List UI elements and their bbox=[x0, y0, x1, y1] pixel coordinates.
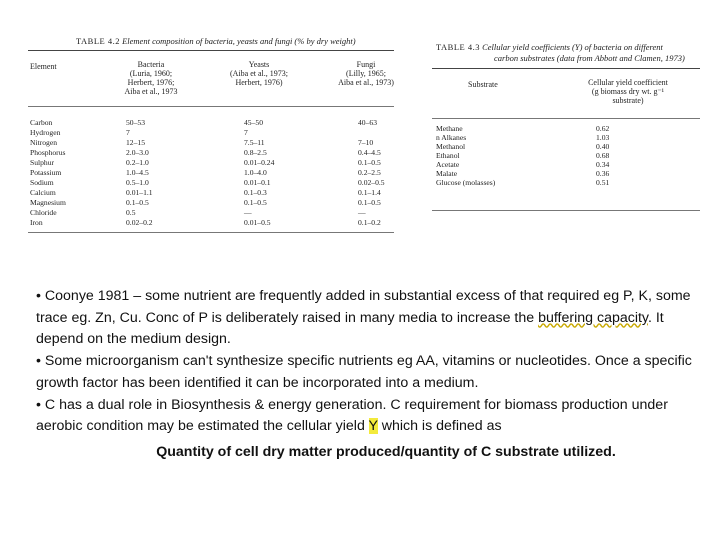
table-cell: 0.01–0.24 bbox=[244, 158, 275, 167]
table-cell: Sodium bbox=[30, 178, 54, 187]
slide-body-text bbox=[36, 286, 696, 464]
table-cell: 0.62 bbox=[596, 124, 610, 133]
table-4-3-scan bbox=[432, 38, 702, 214]
buffering-capacity-term: buffering capacity bbox=[538, 309, 648, 326]
table-cell: 0.01–0.1 bbox=[244, 178, 271, 187]
header-yeasts: Yeasts (Aiba et al., 1973; Herbert, 1976) bbox=[230, 60, 288, 87]
table-cell: 0.02–0.2 bbox=[126, 218, 153, 227]
table-row bbox=[432, 169, 700, 178]
table-cell: — bbox=[244, 208, 252, 217]
table-cell: 1.03 bbox=[596, 133, 610, 142]
table-row bbox=[30, 158, 400, 168]
table-cell: 0.2–2.5 bbox=[358, 168, 381, 177]
table-cell: Potassium bbox=[30, 168, 62, 177]
table-rule bbox=[28, 232, 394, 233]
bullet-growth-factors: • Some microorganism can't synthesize specific nutrients eg AA, vitamins or nucleotides. Once a specific growth factor has been identified it can be incorporated into a medium. bbox=[36, 353, 692, 391]
table-cell: 0.68 bbox=[596, 151, 610, 160]
table-cell: 0.8–2.5 bbox=[244, 148, 267, 157]
table-cell: n Alkanes bbox=[436, 133, 467, 142]
table-rule bbox=[432, 118, 700, 119]
table-cell: — bbox=[358, 208, 366, 217]
table-row bbox=[30, 178, 400, 188]
table-row bbox=[30, 198, 400, 208]
table-4-2-caption bbox=[76, 36, 356, 46]
header-substrate: Substrate bbox=[468, 80, 498, 89]
table-cell: Chloride bbox=[30, 208, 57, 217]
table-cell: 0.5 bbox=[126, 208, 136, 217]
table-cell: Magnesium bbox=[30, 198, 66, 207]
table-row bbox=[432, 133, 700, 142]
table-cell: 0.36 bbox=[596, 169, 610, 178]
table-cell: 0.4–4.5 bbox=[358, 148, 381, 157]
bullet-coonye: • Coonye 1981 – some nutrient are frequently added in substantial excess of that required eg P, K, some trace eg. Zn, Cu. Conc of P is deliberately raised in many media to increase the buffering capacity. It depend on the medium design. bbox=[36, 288, 691, 348]
table-cell: 0.1–1.4 bbox=[358, 188, 381, 197]
table-cell: 0.01–0.5 bbox=[244, 218, 271, 227]
yield-formula: Quantity of cell dry matter produced/quantity of C substrate utilized. bbox=[156, 443, 616, 460]
table-cell: Hydrogen bbox=[30, 128, 61, 137]
table-cell: 50–53 bbox=[126, 118, 145, 127]
header-fungi: Fungi (Lilly, 1965; Aiba et al., 1973) bbox=[338, 60, 394, 87]
table-cell: Methanol bbox=[436, 142, 466, 151]
table-cell: Nitrogen bbox=[30, 138, 57, 147]
table-cell: 0.2–1.0 bbox=[126, 158, 149, 167]
bullet-carbon-role: • C has a dual role in Biosynthesis & energy generation. C requirement for biomass production under aerobic condition may be estimated the cellular yield Y which is defined as bbox=[36, 396, 668, 435]
table-cell: 7–10 bbox=[358, 138, 374, 147]
table-4-3-body bbox=[432, 124, 700, 196]
table-row bbox=[30, 208, 400, 218]
table-cell: Calcium bbox=[30, 188, 56, 197]
table-cell: 1.0–4.5 bbox=[126, 168, 149, 177]
table-cell: 40–63 bbox=[358, 118, 377, 127]
table-cell: 2.0–3.0 bbox=[126, 148, 149, 157]
table-row bbox=[432, 160, 700, 169]
table-row bbox=[432, 124, 700, 133]
table-4-2-scan bbox=[28, 36, 420, 258]
table-cell: Methane bbox=[436, 124, 463, 133]
table-4-3-caption-line2: carbon substrates (data from Abbott and Clamen, 1973) bbox=[494, 53, 685, 63]
table-cell: Iron bbox=[30, 218, 43, 227]
table-rule bbox=[432, 210, 700, 211]
header-element: Element bbox=[30, 62, 57, 71]
table-row bbox=[30, 188, 400, 198]
table-cell: Glucose (molasses) bbox=[436, 178, 496, 187]
table-cell: 0.1–0.5 bbox=[244, 198, 267, 207]
table-row bbox=[432, 151, 700, 160]
table-cell: 0.40 bbox=[596, 142, 610, 151]
table-cell: 0.34 bbox=[596, 160, 610, 169]
table-cell: 0.1–0.5 bbox=[358, 198, 381, 207]
table-cell: 7 bbox=[126, 128, 130, 137]
header-bacteria: Bacteria (Luria, 1960; Herbert, 1976; Aiba et al., 1973 bbox=[124, 60, 178, 96]
table-cell: Phosphorus bbox=[30, 148, 66, 157]
table-row bbox=[432, 178, 700, 187]
header-yield: Cellular yield coefficient (g biomass dry wt. g⁻¹ substrate) bbox=[588, 78, 668, 105]
table-cell: Sulphur bbox=[30, 158, 55, 167]
table-cell: Carbon bbox=[30, 118, 53, 127]
table-cell: 1.0–4.0 bbox=[244, 168, 267, 177]
table-cell: 12–15 bbox=[126, 138, 145, 147]
table-rule bbox=[432, 68, 700, 69]
table-cell: Malate bbox=[436, 169, 458, 178]
table-cell: 0.1–0.5 bbox=[358, 158, 381, 167]
table-cell: 0.1–0.2 bbox=[358, 218, 381, 227]
table-cell: 0.51 bbox=[596, 178, 610, 187]
table-row bbox=[432, 142, 700, 151]
table-cell: 45–50 bbox=[244, 118, 263, 127]
table-4-3-title-line1: Cellular yield coefficients (Y) of bacteria on different bbox=[482, 42, 663, 52]
table-4-2-body bbox=[30, 118, 400, 248]
table-cell: 7 bbox=[244, 128, 248, 137]
table-4-3-caption bbox=[436, 42, 663, 52]
table-cell: 0.01–1.1 bbox=[126, 188, 153, 197]
table-rule bbox=[28, 50, 394, 51]
table-row bbox=[30, 168, 400, 178]
table-cell: 0.02–0.5 bbox=[358, 178, 385, 187]
table-cell: Acetate bbox=[436, 160, 460, 169]
table-row bbox=[30, 148, 400, 158]
table-row bbox=[30, 138, 400, 148]
table-cell: 0.1–0.5 bbox=[126, 198, 149, 207]
table-row bbox=[30, 118, 400, 128]
table-row bbox=[30, 128, 400, 138]
table-cell: 7.5–11 bbox=[244, 138, 265, 147]
table-cell: Ethanol bbox=[436, 151, 460, 160]
table-4-2-label: TABLE 4.2 bbox=[76, 36, 120, 46]
table-4-2-title: Element composition of bacteria, yeasts and fungi (% by dry weight) bbox=[122, 36, 356, 46]
yield-symbol: Y bbox=[368, 418, 378, 435]
table-cell: 0.1–0.3 bbox=[244, 188, 267, 197]
table-row bbox=[30, 218, 400, 228]
table-4-3-label: TABLE 4.3 bbox=[436, 42, 480, 52]
table-rule bbox=[28, 106, 394, 107]
table-cell: 0.5–1.0 bbox=[126, 178, 149, 187]
